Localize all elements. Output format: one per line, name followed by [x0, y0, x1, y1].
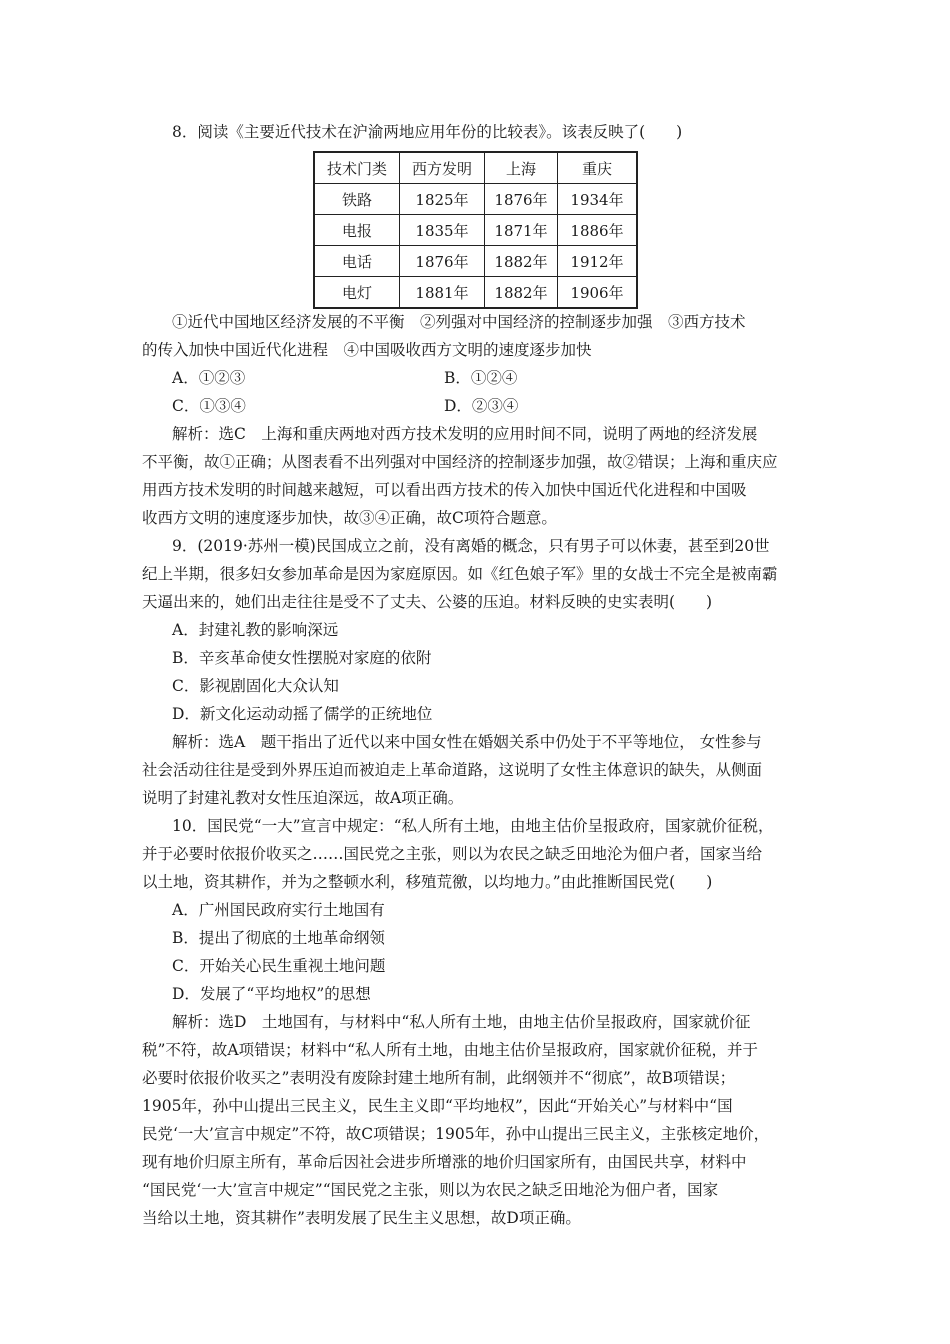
q10-stem-line: 并于必要时依报价收买之……国民党之主张，则以为农民之缺乏田地沦为佃户者，国家当给	[142, 845, 763, 863]
q8-option-c: C．①③④	[172, 397, 246, 415]
q10-analysis-line: 1905年，孙中山提出三民主义，民生主义即“平均地权”，因此“开始关心”与材料中“国	[142, 1097, 733, 1115]
q10-analysis-line: 现有地价归原主所有，革命后因社会进步所增涨的地价归国家所有，由国民共享，材料中	[142, 1153, 747, 1171]
table-header-cell: 西方发明	[400, 152, 485, 184]
q10-analysis-line: 税”不符，故A项错误；材料中“私人所有土地，由地主估价呈报政府，国家就价征税，并于	[142, 1041, 759, 1059]
table-cell: 电灯	[314, 277, 400, 309]
q10-option-b: B．提出了彻底的土地革命纲领	[172, 929, 385, 947]
table-cell: 1934年	[558, 184, 638, 215]
table-cell: 1876年	[400, 246, 485, 277]
q8-items-line: 的传入加快中国近代化进程 ④中国吸收西方文明的速度逐步加快	[142, 341, 592, 359]
q8-analysis-line: 不平衡，故①正确；从图表看不出列强对中国经济的控制逐步加强，故②错误；上海和重庆应	[142, 453, 778, 471]
q8-option-a: A．①②③	[172, 369, 246, 387]
q9-stem-line: 9．(2019·苏州一模)民国成立之前，没有离婚的概念，只有男子可以休妻，甚至到20世	[172, 537, 770, 555]
q10-option-d: D．发展了“平均地权”的思想	[172, 985, 371, 1003]
q8-analysis-line: 用西方技术发明的时间越来越短，可以看出西方技术的传入加快中国近代化进程和中国吸	[142, 481, 747, 499]
q10-analysis-line: 解析：选D 土地国有，与材料中“私人所有土地，由地主估价呈报政府，国家就价征	[172, 1013, 751, 1031]
table-cell: 1906年	[558, 277, 638, 309]
q9-option-a: A．封建礼教的影响深远	[172, 621, 339, 639]
q8-analysis-line: 收西方文明的速度逐步加快，故③④正确，故C项符合题意。	[142, 509, 557, 527]
table-header-cell: 技术门类	[314, 152, 400, 184]
table-cell: 电话	[314, 246, 400, 277]
q10-option-c: C．开始关心民生重视土地问题	[172, 957, 386, 975]
table-cell: 1871年	[485, 215, 558, 246]
q9-option-b: B．辛亥革命使女性摆脱对家庭的依附	[172, 649, 432, 667]
q8-option-d: D．②③④	[444, 397, 519, 415]
table-cell: 1912年	[558, 246, 638, 277]
q10-option-a: A．广州国民政府实行土地国有	[172, 901, 385, 919]
q10-stem-line: 以土地，资其耕作，并为之整顿水利，移殖荒徼，以均地力。”由此推断国民党( )	[142, 873, 713, 891]
q10-stem-line: 10．国民党“一大”宣言中规定：“私人所有土地，由地主估价呈报政府，国家就价征税，	[172, 817, 774, 835]
table-cell: 1876年	[485, 184, 558, 215]
table-cell: 1835年	[400, 215, 485, 246]
table-cell: 1881年	[400, 277, 485, 309]
q8-stem: 8．阅读《主要近代技术在沪渝两地应用年份的比较表》。该表反映了( )	[172, 123, 683, 141]
q9-analysis-line: 社会活动往往是受到外界压迫而被迫走上革命道路，这说明了女性主体意识的缺失，从侧面	[142, 761, 763, 779]
table-row	[314, 215, 637, 246]
table-cell: 1882年	[485, 277, 558, 309]
q9-stem-line: 纪上半期，很多妇女参加革命是因为家庭原因。如《红色娘子军》里的女战士不完全是被南霸	[142, 565, 778, 583]
q8-analysis-line: 解析：选C 上海和重庆两地对西方技术发明的应用时间不同，说明了两地的经济发展	[172, 425, 758, 443]
tech-comparison-table	[313, 151, 638, 309]
q8-items-line: ①近代中国地区经济发展的不平衡 ②列强对中国经济的控制逐步加强 ③西方技术	[172, 313, 746, 331]
table-cell: 电报	[314, 215, 400, 246]
table-row	[314, 246, 637, 277]
table-row	[314, 184, 637, 215]
q9-option-c: C．影视剧固化大众认知	[172, 677, 339, 695]
table-header-cell: 上海	[485, 152, 558, 184]
q9-option-d: D．新文化运动动摇了儒学的正统地位	[172, 705, 433, 723]
table-row	[314, 277, 637, 309]
q9-analysis-line: 解析：选A 题干指出了近代以来中国女性在婚姻关系中仍处于不平等地位， 女性参与	[172, 733, 762, 751]
q10-analysis-line: 必要时依报价收买之”表明没有废除封建土地所有制，此纲领并不“彻底”，故B项错误；	[142, 1069, 736, 1087]
q9-stem-line: 天逼出来的，她们出走往往是受不了丈夫、公婆的压迫。材料反映的史实表明( )	[142, 593, 713, 611]
q10-analysis-line: “国民党‘一大’宣言中规定”“国民党之主张，则以为农民之缺乏田地沦为佃户者，国家	[142, 1181, 719, 1199]
table-cell: 1825年	[400, 184, 485, 215]
q10-analysis-line: 民党‘一大’宣言中规定”不符，故C项错误；1905年，孙中山提出三民主义，主张核定地价，	[142, 1125, 770, 1143]
table-cell: 铁路	[314, 184, 400, 215]
q10-analysis-line: 当给以土地，资其耕作”表明发展了民生主义思想，故D项正确。	[142, 1209, 581, 1227]
table-header-row	[314, 152, 637, 184]
table-cell: 1886年	[558, 215, 638, 246]
table-cell: 1882年	[485, 246, 558, 277]
table-header-cell: 重庆	[558, 152, 638, 184]
q8-option-b: B．①②④	[444, 369, 518, 387]
q9-analysis-line: 说明了封建礼教对女性压迫深远，故A项正确。	[142, 789, 464, 807]
